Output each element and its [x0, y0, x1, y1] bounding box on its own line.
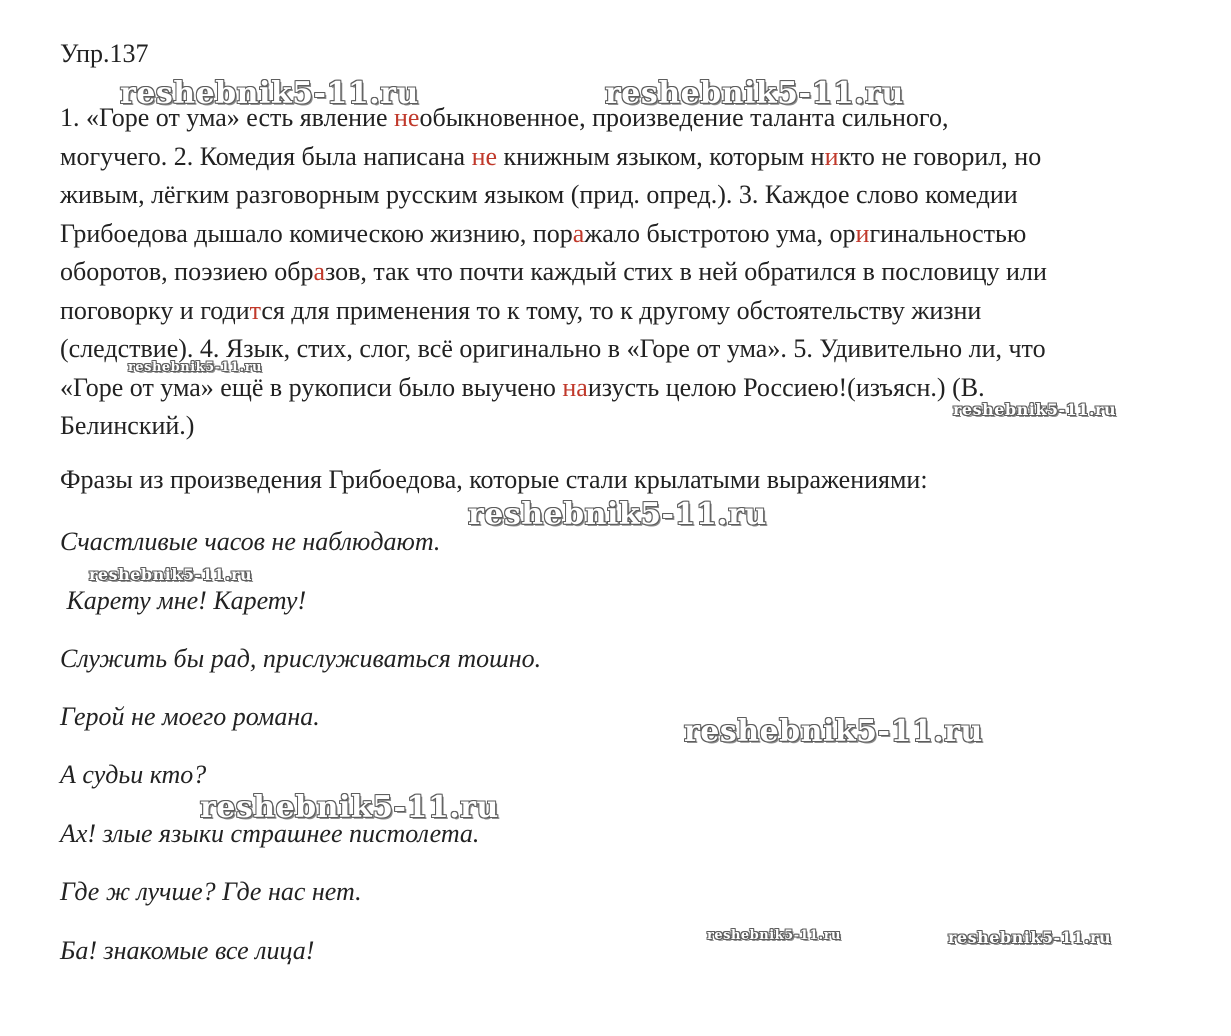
highlighted-letters: не [394, 103, 420, 132]
text-line [60, 407, 1190, 446]
watermark: reshebnik5-11.ru [948, 928, 1112, 947]
highlighted-letters: на [562, 372, 588, 402]
phrase-item: Герой не моего романа. [60, 702, 320, 731]
text-fragment: могучего. 2. Комедия была написана [60, 141, 472, 171]
text-line [60, 253, 1190, 292]
phrase-item: Ах! злые языки страшнее пистолета. [60, 819, 480, 848]
text-fragment: (следствие). 4. Язык, стих, слог, всё оригинально в «Горе от ума». 5. Удивительно ли, что [60, 334, 1046, 363]
watermark: reshebnik5-11.ru [120, 76, 419, 111]
watermark: reshebnik5-11.ru [605, 76, 904, 111]
text-fragment: оборотов, поэзиею обр [60, 257, 314, 286]
text-fragment: 1. «Горе от ума» есть явление [60, 103, 395, 132]
text-fragment: кто не говорил, но [838, 141, 1042, 171]
text-line [60, 176, 1190, 215]
highlighted-letters: и [855, 218, 870, 248]
watermark: reshebnik5-11.ru [953, 400, 1117, 419]
watermark: reshebnik5-11.ru [89, 565, 253, 584]
text-fragment: Грибоедова дышало комическою жизнию, пор [60, 218, 573, 248]
phrase-item: А судьи кто? [60, 760, 207, 789]
text-line [60, 369, 1190, 408]
phrase-item: Карету мне! Карету! [60, 586, 307, 615]
text-line [60, 330, 1190, 369]
text-line [60, 138, 1190, 177]
text-line [60, 292, 1190, 331]
highlighted-letters: т [249, 295, 262, 325]
exercise-title: Упр.137 [60, 39, 149, 68]
text-fragment: живым, лёгким разговорным русским языком (прид. опред.). 3. Каждое слово комедии [60, 180, 1018, 209]
text-line [60, 215, 1190, 254]
text-line [60, 99, 1190, 138]
phrase-item: Счастливые часов не наблюдают. [60, 527, 441, 556]
phrase-item: Ба! знакомые все лица! [60, 936, 315, 965]
phrase-item: Где ж лучше? Где нас нет. [60, 877, 362, 906]
text-fragment: жало быстротою ума, ор [584, 218, 856, 248]
highlighted-letters: и [824, 141, 839, 171]
watermark: reshebnik5-11.ru [128, 360, 263, 375]
text-fragment: ся для применения то к тому, то к другому обстоятельству жизни [261, 295, 982, 325]
text-fragment: «Горе от ума» ещё в рукописи было выучено [60, 372, 563, 402]
watermark: reshebnik5-11.ru [468, 497, 767, 532]
watermark: reshebnik5-11.ru [707, 928, 842, 943]
watermark: reshebnik5-11.ru [684, 714, 983, 749]
exercise-text [60, 99, 1190, 446]
text-fragment: зов, так что почти каждый стих в ней обратился в пословицу или [325, 257, 1047, 286]
text-fragment: поговорку и годи [60, 295, 250, 325]
text-fragment: обыкновенное, произведение таланта сильного, [419, 103, 949, 132]
text-fragment: Белинский.) [60, 411, 195, 440]
phrases-intro: Фразы из произведения Грибоедова, которые стали крылатыми выражениями: [60, 465, 928, 494]
phrase-item: Служить бы рад, прислуживаться тошно. [60, 644, 542, 673]
text-fragment: изусть целою Россиею!(изъясн.) (В. [587, 372, 985, 402]
highlighted-letters: а [572, 218, 585, 248]
text-fragment: книжным языком, которым н [497, 141, 825, 171]
watermark: reshebnik5-11.ru [200, 790, 499, 825]
highlighted-letters: не [471, 141, 498, 171]
highlighted-letters: а [313, 257, 325, 286]
text-fragment: гинальностью [869, 218, 1027, 248]
